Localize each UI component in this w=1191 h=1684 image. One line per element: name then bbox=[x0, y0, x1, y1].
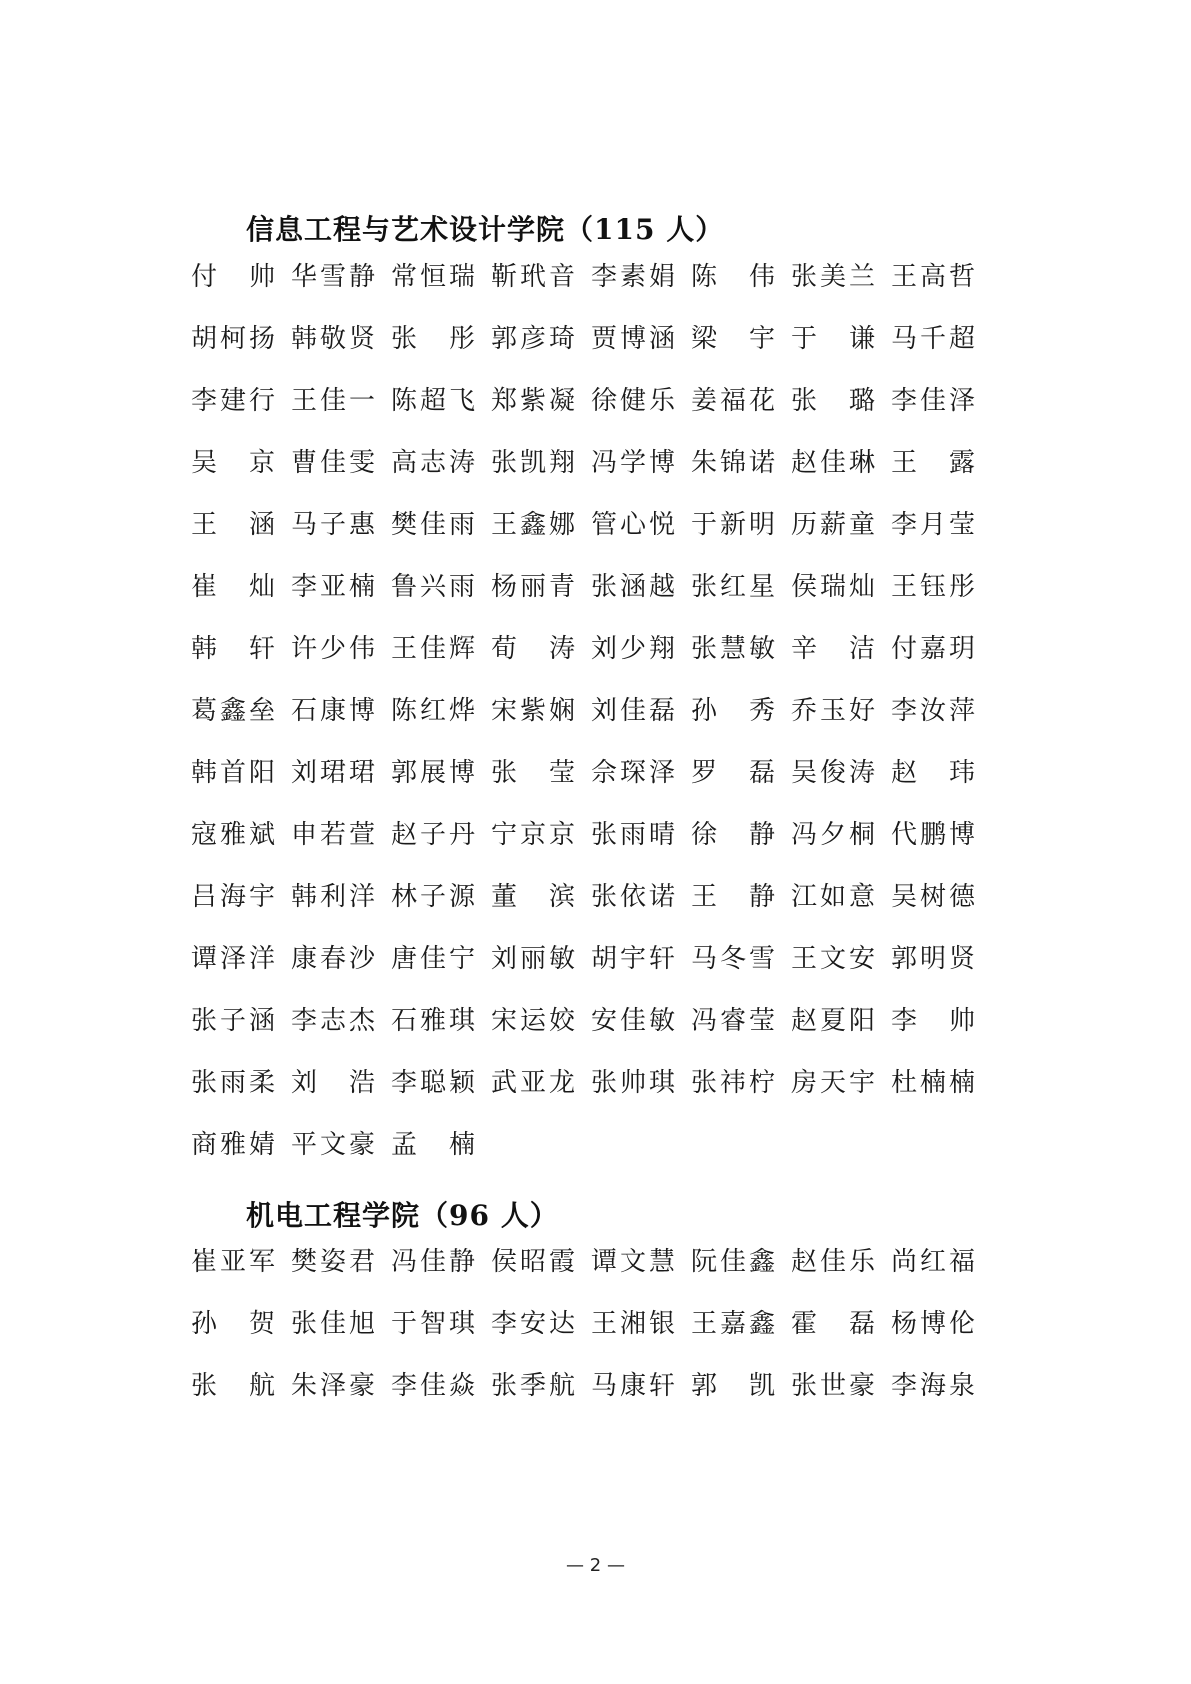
name-entry: 张 凯 翔 bbox=[491, 448, 575, 478]
name-entry: 鲁 兴 雨 bbox=[391, 572, 475, 602]
name-entry: 张 涵 越 bbox=[591, 572, 675, 602]
name-entry: 郑 紫 凝 bbox=[491, 386, 575, 416]
name-entry: 王 佳 一 bbox=[291, 386, 375, 416]
name-entry: 杜 楠 楠 bbox=[891, 1068, 975, 1098]
name-entry: 崔 灿 bbox=[191, 572, 275, 602]
name-entry: 李 月 莹 bbox=[891, 510, 975, 540]
name-row bbox=[191, 384, 1051, 446]
name-entry: 辛 洁 bbox=[791, 634, 875, 664]
name-entry: 申 若 萱 bbox=[291, 820, 375, 850]
name-entry: 武 亚 龙 bbox=[491, 1068, 575, 1098]
name-row bbox=[191, 1066, 1051, 1128]
name-entry: 赵 子 丹 bbox=[391, 820, 475, 850]
name-entry: 姜 福 花 bbox=[691, 386, 775, 416]
name-row bbox=[191, 446, 1051, 508]
name-entry: 张 子 涵 bbox=[191, 1006, 275, 1036]
name-entry: 佘 琛 泽 bbox=[591, 758, 675, 788]
name-entry: 赵 夏 阳 bbox=[791, 1006, 875, 1036]
name-entry: 石 康 博 bbox=[291, 696, 375, 726]
name-row bbox=[191, 322, 1051, 384]
name-entry: 张 航 bbox=[191, 1371, 275, 1401]
name-entry: 韩 首 阳 bbox=[191, 758, 275, 788]
name-entry: 王 钰 彤 bbox=[891, 572, 975, 602]
name-entry: 华 雪 静 bbox=[291, 262, 375, 292]
name-entry: 郭 展 博 bbox=[391, 758, 475, 788]
name-entry: 尚 红 福 bbox=[891, 1247, 975, 1277]
name-entry: 乔 玉 好 bbox=[791, 696, 875, 726]
name-entry: 张 帅 琪 bbox=[591, 1068, 675, 1098]
name-entry: 李 佳 焱 bbox=[391, 1371, 475, 1401]
name-entry: 张 莹 bbox=[491, 758, 575, 788]
name-entry: 冯 夕 桐 bbox=[791, 820, 875, 850]
name-row bbox=[191, 570, 1051, 632]
name-entry: 冯 睿 莹 bbox=[691, 1006, 775, 1036]
section-title-electromechanical-engineering: 机电工程学院（96 人） bbox=[246, 1199, 559, 1232]
name-entry: 李 佳 泽 bbox=[891, 386, 975, 416]
name-entry: 安 佳 敏 bbox=[591, 1006, 675, 1036]
name-entry: 郭 凯 bbox=[691, 1371, 775, 1401]
name-entry: 赵 佳 乐 bbox=[791, 1247, 875, 1277]
name-entry: 许 少 伟 bbox=[291, 634, 375, 664]
name-entry: 董 滨 bbox=[491, 882, 575, 912]
name-row bbox=[191, 1369, 1051, 1431]
name-entry: 冯 学 博 bbox=[591, 448, 675, 478]
name-entry: 张 佳 旭 bbox=[291, 1309, 375, 1339]
name-entry: 刘 浩 bbox=[291, 1068, 375, 1098]
name-row bbox=[191, 756, 1051, 818]
name-entry: 葛 鑫 垒 bbox=[191, 696, 275, 726]
name-entry: 常 恒 瑞 bbox=[391, 262, 475, 292]
name-entry: 李 聪 颖 bbox=[391, 1068, 475, 1098]
name-entry: 张 美 兰 bbox=[791, 262, 875, 292]
name-entry: 吴 俊 涛 bbox=[791, 758, 875, 788]
name-entry: 李 志 杰 bbox=[291, 1006, 375, 1036]
name-grid-electromechanical-engineering bbox=[191, 1245, 1051, 1431]
name-entry: 李 素 娟 bbox=[591, 262, 675, 292]
name-entry: 代 鹏 博 bbox=[891, 820, 975, 850]
name-entry: 张 慧 敏 bbox=[691, 634, 775, 664]
name-entry: 吕 海 宇 bbox=[191, 882, 275, 912]
name-row bbox=[191, 694, 1051, 756]
name-entry: 陈 超 飞 bbox=[391, 386, 475, 416]
name-entry: 马 千 超 bbox=[891, 324, 975, 354]
name-entry: 王 鑫 娜 bbox=[491, 510, 575, 540]
name-entry: 韩 利 洋 bbox=[291, 882, 375, 912]
name-entry: 赵 佳 琳 bbox=[791, 448, 875, 478]
name-entry: 张 世 豪 bbox=[791, 1371, 875, 1401]
name-entry: 吴 树 德 bbox=[891, 882, 975, 912]
name-entry: 杨 丽 青 bbox=[491, 572, 575, 602]
name-entry: 王 高 哲 bbox=[891, 262, 975, 292]
name-entry: 李 亚 楠 bbox=[291, 572, 375, 602]
name-entry: 杨 博 伦 bbox=[891, 1309, 975, 1339]
name-entry: 徐 静 bbox=[691, 820, 775, 850]
name-entry: 张 红 星 bbox=[691, 572, 775, 602]
name-entry: 马 康 轩 bbox=[591, 1371, 675, 1401]
name-entry: 朱 锦 诺 bbox=[691, 448, 775, 478]
name-entry: 高 志 涛 bbox=[391, 448, 475, 478]
name-row bbox=[191, 880, 1051, 942]
name-entry: 于 谦 bbox=[791, 324, 875, 354]
name-row bbox=[191, 1307, 1051, 1369]
name-entry: 王 湘 银 bbox=[591, 1309, 675, 1339]
name-entry: 王 佳 辉 bbox=[391, 634, 475, 664]
name-entry: 马 冬 雪 bbox=[691, 944, 775, 974]
name-entry: 朱 泽 豪 bbox=[291, 1371, 375, 1401]
name-grid-information-engineering bbox=[191, 260, 1051, 1190]
name-entry: 江 如 意 bbox=[791, 882, 875, 912]
name-entry: 管 心 悦 bbox=[591, 510, 675, 540]
name-entry: 吴 京 bbox=[191, 448, 275, 478]
name-entry: 靳 玳 音 bbox=[491, 262, 575, 292]
name-entry: 张 彤 bbox=[391, 324, 475, 354]
name-entry: 梁 宇 bbox=[691, 324, 775, 354]
name-entry: 郭 彦 琦 bbox=[491, 324, 575, 354]
name-row bbox=[191, 942, 1051, 1004]
name-entry: 罗 磊 bbox=[691, 758, 775, 788]
name-entry: 房 天 宇 bbox=[791, 1068, 875, 1098]
name-entry: 付 帅 bbox=[191, 262, 275, 292]
name-entry: 林 子 源 bbox=[391, 882, 475, 912]
name-entry: 马 子 惠 bbox=[291, 510, 375, 540]
name-entry: 胡 柯 扬 bbox=[191, 324, 275, 354]
name-entry: 曹 佳 雯 bbox=[291, 448, 375, 478]
name-entry: 王 静 bbox=[691, 882, 775, 912]
name-entry: 宋 运 姣 bbox=[491, 1006, 575, 1036]
name-entry: 樊 佳 雨 bbox=[391, 510, 475, 540]
name-entry: 崔 亚 军 bbox=[191, 1247, 275, 1277]
name-entry: 张 祎 柠 bbox=[691, 1068, 775, 1098]
name-entry: 韩 轩 bbox=[191, 634, 275, 664]
name-entry: 陈 伟 bbox=[691, 262, 775, 292]
name-entry: 宁 京 京 bbox=[491, 820, 575, 850]
name-entry: 荀 涛 bbox=[491, 634, 575, 664]
name-row bbox=[191, 1004, 1051, 1066]
name-entry: 孟 楠 bbox=[391, 1130, 475, 1160]
name-row bbox=[191, 1245, 1051, 1307]
name-entry: 张 季 航 bbox=[491, 1371, 575, 1401]
name-entry: 寇 雅 斌 bbox=[191, 820, 275, 850]
name-entry: 陈 红 烨 bbox=[391, 696, 475, 726]
name-entry: 商 雅 婧 bbox=[191, 1130, 275, 1160]
name-entry: 霍 磊 bbox=[791, 1309, 875, 1339]
name-row bbox=[191, 508, 1051, 570]
name-entry: 张 雨 晴 bbox=[591, 820, 675, 850]
name-entry: 刘 丽 敏 bbox=[491, 944, 575, 974]
name-entry: 侯 昭 霞 bbox=[491, 1247, 575, 1277]
name-entry: 樊 姿 君 bbox=[291, 1247, 375, 1277]
name-entry: 平 文 豪 bbox=[291, 1130, 375, 1160]
name-entry: 张 璐 bbox=[791, 386, 875, 416]
page-number: — 2 — bbox=[566, 1555, 625, 1576]
name-entry: 刘 少 翔 bbox=[591, 634, 675, 664]
name-entry: 王 露 bbox=[891, 448, 975, 478]
name-entry: 谭 泽 洋 bbox=[191, 944, 275, 974]
name-entry: 侯 瑞 灿 bbox=[791, 572, 875, 602]
name-entry: 贾 博 涵 bbox=[591, 324, 675, 354]
name-row bbox=[191, 260, 1051, 322]
name-entry: 张 雨 柔 bbox=[191, 1068, 275, 1098]
name-entry: 孙 贺 bbox=[191, 1309, 275, 1339]
name-entry: 王 文 安 bbox=[791, 944, 875, 974]
name-entry: 韩 敬 贤 bbox=[291, 324, 375, 354]
name-entry: 唐 佳 宁 bbox=[391, 944, 475, 974]
name-row bbox=[191, 1128, 1051, 1190]
name-entry: 李 安 达 bbox=[491, 1309, 575, 1339]
name-row bbox=[191, 632, 1051, 694]
name-entry: 于 新 明 bbox=[691, 510, 775, 540]
name-entry: 徐 健 乐 bbox=[591, 386, 675, 416]
section-title-information-engineering: 信息工程与艺术设计学院（115 人） bbox=[246, 213, 725, 246]
name-entry: 于 智 琪 bbox=[391, 1309, 475, 1339]
name-entry: 石 雅 琪 bbox=[391, 1006, 475, 1036]
name-entry: 刘 佳 磊 bbox=[591, 696, 675, 726]
name-row bbox=[191, 818, 1051, 880]
name-entry: 付 嘉 玥 bbox=[891, 634, 975, 664]
name-entry: 王 嘉 鑫 bbox=[691, 1309, 775, 1339]
name-entry: 历 薪 童 bbox=[791, 510, 875, 540]
name-entry: 宋 紫 娴 bbox=[491, 696, 575, 726]
name-entry: 孙 秀 bbox=[691, 696, 775, 726]
name-entry: 李 建 行 bbox=[191, 386, 275, 416]
name-entry: 张 依 诺 bbox=[591, 882, 675, 912]
name-entry: 李 海 泉 bbox=[891, 1371, 975, 1401]
name-entry: 李 汝 萍 bbox=[891, 696, 975, 726]
name-entry: 胡 宇 轩 bbox=[591, 944, 675, 974]
name-entry: 赵 玮 bbox=[891, 758, 975, 788]
name-entry: 刘 珺 珺 bbox=[291, 758, 375, 788]
name-entry: 谭 文 慧 bbox=[591, 1247, 675, 1277]
name-entry: 康 春 沙 bbox=[291, 944, 375, 974]
name-entry: 郭 明 贤 bbox=[891, 944, 975, 974]
name-entry: 阮 佳 鑫 bbox=[691, 1247, 775, 1277]
name-entry: 冯 佳 静 bbox=[391, 1247, 475, 1277]
name-entry: 李 帅 bbox=[891, 1006, 975, 1036]
name-entry: 王 涵 bbox=[191, 510, 275, 540]
